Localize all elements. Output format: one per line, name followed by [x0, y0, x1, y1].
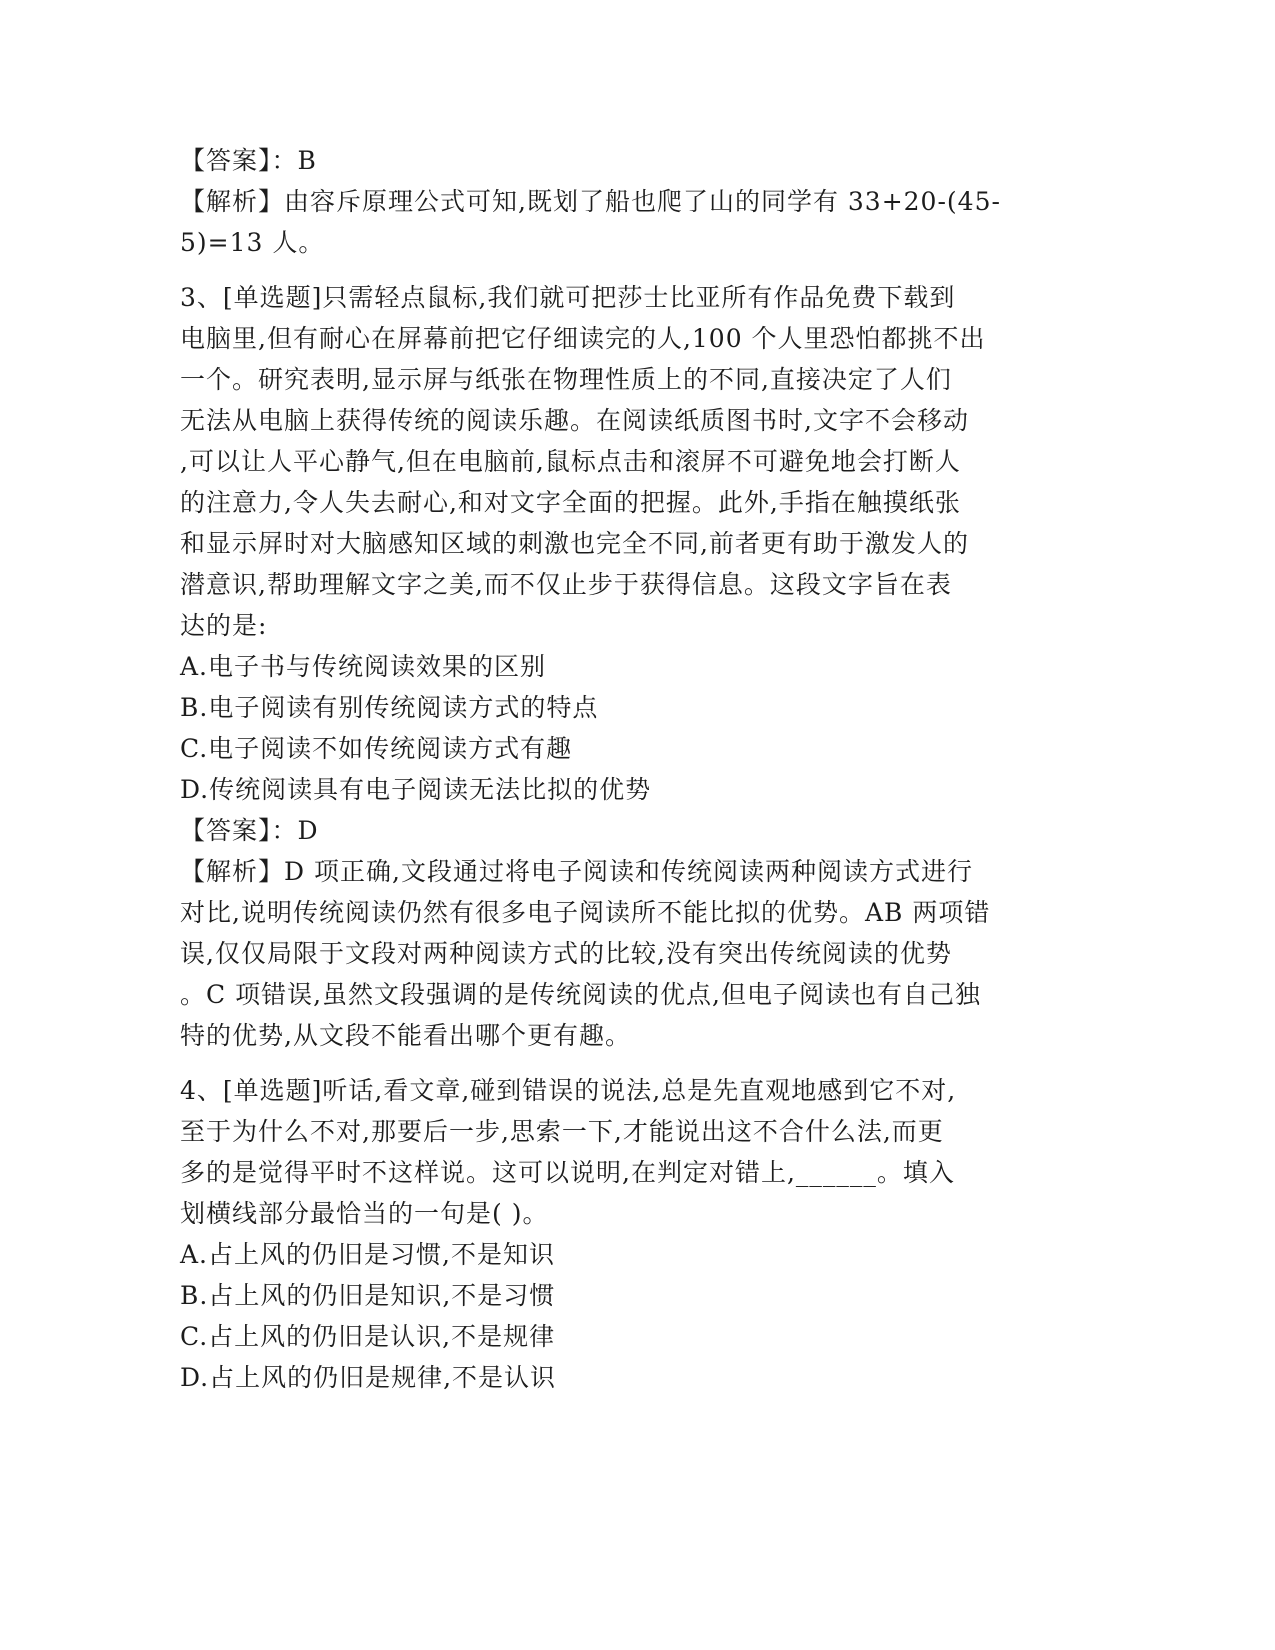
question-stem-line: 和显示屏时对大脑感知区域的刺激也完全不同,前者更有助于激发人的 — [180, 529, 969, 558]
analysis-line: 误,仅仅局限于文段对两种阅读方式的比较,没有突出传统阅读的优势 — [180, 939, 952, 968]
question-stem-line: 多的是觉得平时不这样说。这可以说明,在判定对错上,______。填入 — [180, 1158, 955, 1187]
option-a: A.占上风的仍旧是习惯,不是知识 — [180, 1240, 555, 1269]
option-b: B.占上风的仍旧是知识,不是习惯 — [180, 1281, 556, 1310]
option-c: C.电子阅读不如传统阅读方式有趣 — [180, 734, 573, 763]
analysis-line: 。C 项错误,虽然文段强调的是传统阅读的优点,但电子阅读也有自己独 — [180, 980, 981, 1009]
option-d: D.传统阅读具有电子阅读无法比拟的优势 — [180, 775, 652, 804]
question-stem-line: 的注意力,令人失去耐心,和对文字全面的把握。此外,手指在触摸纸张 — [180, 488, 961, 517]
spacer — [180, 263, 1050, 277]
question-stem-line: 无法从电脑上获得传统的阅读乐趣。在阅读纸质图书时,文字不会移动 — [180, 406, 969, 435]
answer-line: 【答案】：B — [180, 146, 317, 175]
question-stem-line: 潜意识,帮助理解文字之美,而不仅止步于获得信息。这段文字旨在表 — [180, 570, 952, 599]
analysis-line: 5)=13 人。 — [180, 228, 325, 257]
answer-line: 【答案】：D — [180, 816, 319, 845]
option-d: D.占上风的仍旧是规律,不是认识 — [180, 1363, 557, 1392]
question-stem-line: 4、[单选题]听话,看文章,碰到错误的说法,总是先直观地感到它不对, — [180, 1076, 957, 1105]
question-stem-line: 划横线部分最恰当的一句是( )。 — [180, 1199, 549, 1228]
analysis-line: 特的优势,从文段不能看出哪个更有趣。 — [180, 1021, 631, 1050]
question-stem-line: ,可以让人平心静气,但在电脑前,鼠标点击和滚屏不可避免地会打断人 — [180, 447, 961, 476]
question-stem-line: 至于为什么不对,那要后一步,思索一下,才能说出这不合什么法,而更 — [180, 1117, 944, 1146]
document-page — [180, 140, 1050, 1398]
question-stem-line: 3、[单选题]只需轻点鼠标,我们就可把莎士比亚所有作品免费下载到 — [180, 283, 956, 312]
spacer — [180, 1056, 1050, 1070]
option-c: C.占上风的仍旧是认识,不是规律 — [180, 1322, 556, 1351]
option-a: A.电子书与传统阅读效果的区别 — [180, 652, 547, 681]
option-b: B.电子阅读有别传统阅读方式的特点 — [180, 693, 599, 722]
question-3 — [180, 277, 1050, 1056]
analysis-line: 【解析】D 项正确,文段通过将电子阅读和传统阅读两种阅读方式进行 — [180, 857, 973, 886]
question-4 — [180, 1070, 1050, 1398]
analysis-line: 【解析】由容斥原理公式可知,既划了船也爬了山的同学有 33+20-(45- — [180, 187, 1001, 216]
analysis-line: 对比,说明传统阅读仍然有很多电子阅读所不能比拟的优势。AB 两项错 — [180, 898, 991, 927]
question-stem-line: 达的是: — [180, 611, 268, 640]
question-stem-line: 电脑里,但有耐心在屏幕前把它仔细读完的人,100 个人里恐怕都挑不出 — [180, 324, 986, 353]
question-stem-line: 一个。研究表明,显示屏与纸张在物理性质上的不同,直接决定了人们 — [180, 365, 952, 394]
